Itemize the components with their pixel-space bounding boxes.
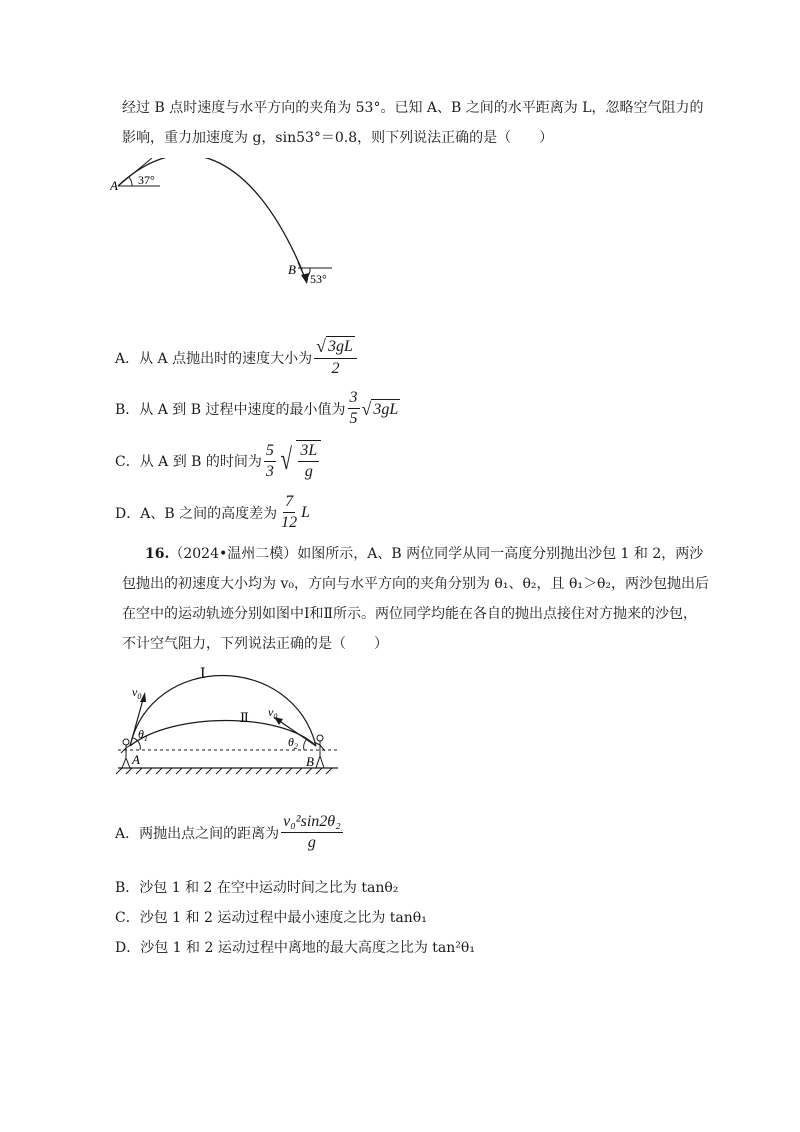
- q16-v0-label-left: v: [132, 685, 138, 699]
- q15-option-a-denominator: 2: [331, 360, 340, 377]
- q15-angle-label-b: 53°: [310, 272, 327, 286]
- q16-label-a: A: [132, 752, 140, 767]
- q16-v0-label-left-sub: 0: [137, 692, 142, 701]
- q16-stem-line-2: 包抛出的初速度大小均为 v₀，方向与水平方向的夹角分别为 θ₁、θ₂，且 θ₁＞θ₂，两沙包抛出后: [122, 576, 710, 592]
- q15-option-d-numerator: 7: [283, 492, 295, 513]
- q15-option-b: B．从 A 到 B 过程中速度的最小值为 $\frac{3}{5}$ √ 3gL: [115, 389, 399, 427]
- q16-theta1-label-sub: 1: [143, 734, 148, 743]
- svg-text:v0: [132, 685, 141, 701]
- q15-label-a: A: [110, 178, 118, 193]
- q15-option-d-denominator: 12: [281, 514, 298, 531]
- q16-option-a: [115, 812, 345, 853]
- q15-option-b-text: B．从 A 到 B 过程中速度的最小值为: [115, 401, 346, 418]
- q16-v0-label-right-sub: 0: [273, 712, 278, 721]
- q16-option-d: D．沙包 1 和 2 运动过程中离地的最大高度之比为 tan²θ₁: [115, 940, 475, 956]
- q15-option-c-numerator: 5: [264, 441, 276, 462]
- q16-stem-line-3: 在空中的运动轨迹分别如图中Ⅰ和Ⅱ所示。两位同学均能在各自的抛出点接住对方抛来的沙包，: [122, 606, 698, 622]
- q16-theta2-label-sub: 2: [293, 742, 298, 751]
- q16-theta1-label: θ: [138, 727, 144, 741]
- q15-stem-line-2: 影响，重力加速度为 g，sin53°＝0.8，则下列说法正确的是（ ）: [122, 130, 554, 146]
- q15-option-d-text: D．A、B 之间的高度差为: [115, 505, 278, 522]
- q15-option-c-text: C．从 A 到 B 的时间为: [115, 454, 262, 470]
- q15-option-c: C．从 A 到 B 的时间为 $\frac{5}{3}$ √ $\frac{3L}{g}$: [115, 440, 323, 482]
- q15-option-b-radicand: 3gL: [373, 400, 399, 418]
- q15-option-b-denominator: 5: [349, 410, 358, 427]
- q15-label-b: B: [288, 262, 296, 277]
- q16-option-a-numerator: v₀²sin2θ₂: [281, 812, 343, 833]
- q15-option-a: [115, 336, 359, 379]
- q15-option-c-radical-numerator: 3L: [298, 441, 319, 462]
- q15-option-d-fraction: [279, 492, 299, 533]
- q16-trajectory-figure: [112, 662, 344, 782]
- q16-option-a-text: A．两抛出点之间的距离为: [115, 825, 280, 842]
- q15-option-a-text: A．从 A 点抛出时的速度大小为: [115, 350, 313, 367]
- q16-theta2-label: θ: [288, 735, 294, 749]
- q15-option-b-numerator: 3: [348, 388, 360, 409]
- q16-option-b: B．沙包 1 和 2 在空中运动时间之比为 tanθ₂: [115, 880, 399, 896]
- q15-option-c-fraction: [264, 441, 276, 482]
- q16-stem-line-1-text: （2024•温州二模）如图所示，A、B 两位同学从同一高度分别抛出沙包 1 和 2，两沙: [169, 546, 704, 562]
- q15-option-a-fraction: √ 3gL 2: [314, 336, 357, 379]
- q15-option-d: [115, 492, 310, 533]
- q16-option-c: C．沙包 1 和 2 运动过程中最小速度之比为 tanθ₁: [115, 910, 427, 926]
- q15-option-c-radical-denominator: g: [304, 463, 313, 480]
- q15-angle-arc-a: [129, 177, 132, 186]
- q16-option-a-denominator: g: [307, 834, 316, 851]
- q16-stem-line-4: 不计空气阻力，下列说法正确的是（ ）: [122, 636, 388, 652]
- svg-text:v0: [268, 705, 277, 721]
- svg-text:θ1: [138, 727, 148, 743]
- q16-label-ii: Ⅱ: [240, 710, 249, 725]
- q15-trajectory-figure: [110, 158, 350, 298]
- q15-angle-label-a: 37°: [138, 173, 155, 187]
- q16-v0-label-right: v: [268, 705, 274, 719]
- q15-option-a-numerator: 3gL: [328, 338, 353, 355]
- q15-option-d-variable: L: [301, 503, 310, 521]
- q16-option-a-fraction: [281, 812, 343, 853]
- svg-text:θ2: [288, 735, 298, 751]
- q16-stem-line-1: [145, 544, 703, 564]
- q16-number: 16.: [145, 546, 170, 562]
- q15-stem-line-1: 经过 B 点时速度与水平方向的夹角为 53°。已知 A、B 之间的水平距离为 L，忽略空气阻力的: [122, 100, 704, 116]
- q16-theta2-arc: [304, 740, 306, 750]
- q15-option-b-fraction: [348, 388, 360, 429]
- q16-label-b: B: [306, 754, 314, 769]
- q16-label-i: Ⅰ: [200, 667, 206, 682]
- q15-option-c-denominator: 3: [265, 462, 274, 480]
- q16-person-b-icon: [314, 735, 325, 768]
